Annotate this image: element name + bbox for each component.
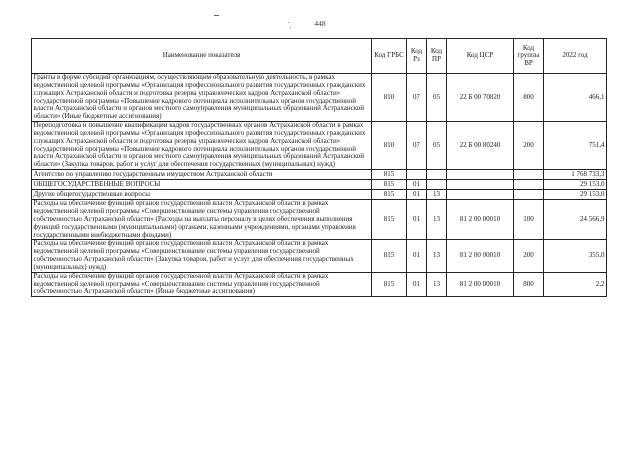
table-row xyxy=(32,190,607,200)
row-grbs: 815 xyxy=(372,180,407,190)
row-vr: 100 xyxy=(514,200,544,240)
row-name: ОБЩЕГОСУДАРСТВЕННЫЕ ВОПРОСЫ xyxy=(32,180,372,190)
row-csr: 22 Б 00 70820 xyxy=(447,74,514,122)
row-csr: 81 2 00 00010 xyxy=(447,240,514,272)
row-rz: 01 xyxy=(407,272,427,297)
row-value: 24 566,9 xyxy=(544,200,607,240)
row-value: 1 768 733,3 xyxy=(544,170,607,180)
page-number: 448 xyxy=(314,19,326,28)
row-name: Расходы на обеспечение функций органов государственной власти Астраханской области в рамках ведомственной целевой программы «Совершенствование системы управления государственной собственностью Астраханской области» (Иные бюджетные ассигнования) xyxy=(32,272,372,297)
row-vr xyxy=(514,170,544,180)
row-pr xyxy=(427,180,447,190)
table-row xyxy=(32,170,607,180)
row-grbs: 815 xyxy=(372,272,407,297)
row-vr xyxy=(514,190,544,200)
row-name: Другие общегосударственные вопросы xyxy=(32,190,372,200)
row-pr: 05 xyxy=(427,74,447,122)
budget-table xyxy=(31,38,607,297)
row-pr: 13 xyxy=(427,240,447,272)
row-rz: 01 xyxy=(407,200,427,240)
header-grbs: Код ГРБС xyxy=(372,39,407,74)
row-name: Расходы на обеспечение функций органов государственной власти Астраханской области в рамках ведомственной целевой программы «Совершенствование системы управления государственной собственностью Астраханской области» (Расходы на выплаты персоналу в целях обеспечения выполнения функций государственными (муниципальными) органами, казенными учреждениями, органами управления государственными внебюджетными фондами) xyxy=(32,200,372,240)
row-value: 355,0 xyxy=(544,240,607,272)
row-rz: 01 xyxy=(407,190,427,200)
row-csr xyxy=(447,180,514,190)
table-row xyxy=(32,180,607,190)
table-row xyxy=(32,272,607,297)
row-rz xyxy=(407,170,427,180)
header-csr: Код ЦСР xyxy=(447,39,514,74)
row-vr: 200 xyxy=(514,122,544,170)
table-row xyxy=(32,122,607,170)
row-grbs: 810 xyxy=(372,74,407,122)
row-pr: 05 xyxy=(427,122,447,170)
row-vr: 800 xyxy=(514,272,544,297)
row-value: 29 153,0 xyxy=(544,180,607,190)
scan-speck xyxy=(290,27,291,28)
table-header-row xyxy=(32,39,607,74)
header-name: Наименование показателя xyxy=(32,39,372,74)
row-vr: 200 xyxy=(514,240,544,272)
row-pr: 13 xyxy=(427,200,447,240)
row-rz: 01 xyxy=(407,180,427,190)
table-row xyxy=(32,74,607,122)
row-name: Агентство по управлению государственным имуществом Астраханской области xyxy=(32,170,372,180)
scan-speck xyxy=(288,22,289,23)
row-name: Переподготовка и повышение квалификации кадров государственных органов Астраханской области в рамках ведомственной целевой программы «Организация профессионального развития государственных гражданских служащих Астраханской области и подготовка резерва управленческих кадров Астраханской области» государственной программы «Повышение кадрового потенциала исполнительных органов государственной власти Астраханской области и органов местного самоуправления муниципальных образований Астраханской области» (Закупка товаров, работ и услуг для обеспечения государственных (муниципальных) нужд) xyxy=(32,122,372,170)
row-csr: 81 2 00 00010 xyxy=(447,200,514,240)
row-grbs: 815 xyxy=(372,170,407,180)
row-vr xyxy=(514,180,544,190)
row-grbs: 810 xyxy=(372,122,407,170)
header-pr: Код ПР xyxy=(427,39,447,74)
row-value: 29 153,0 xyxy=(544,190,607,200)
row-pr: 13 xyxy=(427,272,447,297)
row-csr xyxy=(447,170,514,180)
row-vr: 800 xyxy=(514,74,544,122)
row-rz: 07 xyxy=(407,122,427,170)
table-row xyxy=(32,200,607,240)
row-csr xyxy=(447,190,514,200)
row-pr: 13 xyxy=(427,190,447,200)
row-grbs: 815 xyxy=(372,240,407,272)
row-value: 2,2 xyxy=(544,272,607,297)
row-value: 466,1 xyxy=(544,74,607,122)
row-csr: 81 2 00 00010 xyxy=(447,272,514,297)
scan-mark xyxy=(214,15,219,16)
row-grbs: 815 xyxy=(372,190,407,200)
row-grbs: 815 xyxy=(372,200,407,240)
row-rz: 07 xyxy=(407,74,427,122)
row-name: Расходы на обеспечение функций органов государственной власти Астраханской области в рамках ведомственной целевой программы «Совершенствование системы управления государственной собственностью Астраханской области» (Закупка товаров, работ и услуг для обеспечения государственных (муниципальных) нужд) xyxy=(32,240,372,272)
row-value: 751,4 xyxy=(544,122,607,170)
row-csr: 22 Б 00 80240 xyxy=(447,122,514,170)
row-pr xyxy=(427,170,447,180)
row-rz: 01 xyxy=(407,240,427,272)
table-row xyxy=(32,240,607,272)
header-vr: Код группы ВР xyxy=(514,39,544,74)
header-rz: Код Рз xyxy=(407,39,427,74)
header-year: 2022 год xyxy=(544,39,607,74)
row-name: Гранты в форме субсидий организациям, осуществляющим образовательную деятельность, в рамках ведомственной целевой программы «Организация профессионального развития государственных гражданских служащих Астраханской области и подготовка резерва управленческих кадров Астраханской области» государственной программы «Повышение кадрового потенциала исполнительных органов государственной власти Астраханской области и органов местного самоуправления муниципальных образований Астраханской области» (Иные бюджетные ассигнования) xyxy=(32,74,372,122)
